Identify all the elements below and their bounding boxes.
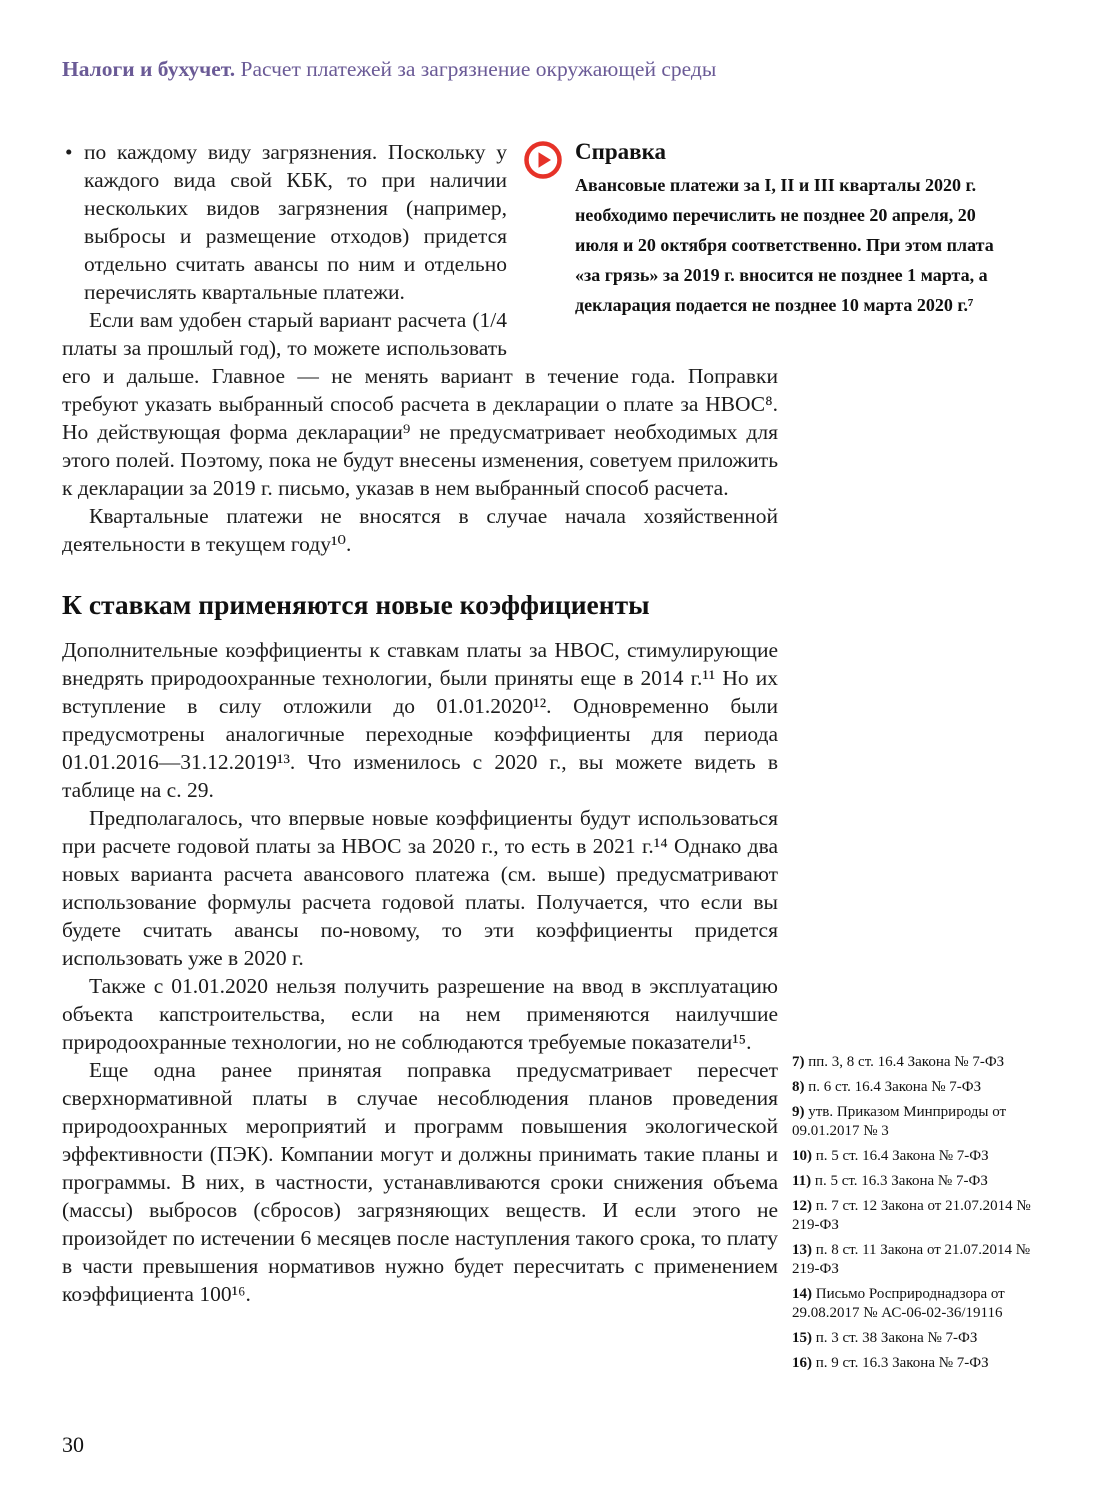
paragraph-quarterly: Квартальные платежи не вносятся в случае начала хозяйственной деятельности в текущем году¹⁰. <box>62 504 778 556</box>
paragraph-expected: Предполагалось, что впервые новые коэффициенты будут использоваться при расчете годовой платы за НВОС за 2020 г., то есть в 2021 г.¹⁴ Однако два новых варианта расчета авансового платежа (см. выше) предусматривают использование формулы расчета годовой платы. Получается, что если вы будете считать авансы по-новому, то эти коэффициенты придется использовать уже в 2020 г. <box>62 806 778 970</box>
footnote-item <box>792 1285 1050 1323</box>
spravka-title: Справка <box>575 139 666 164</box>
footnote-number: 12) <box>792 1198 812 1214</box>
footnote-number: 14) <box>792 1286 812 1302</box>
bullet-icon: • <box>65 140 73 164</box>
footnote-number: 16) <box>792 1355 812 1371</box>
page-number: 30 <box>62 1432 84 1457</box>
footnote-text: п. 3 ст. 38 Закона № 7-ФЗ <box>815 1330 978 1346</box>
footnote-text: п. 5 ст. 16.3 Закона № 7-ФЗ <box>814 1173 988 1189</box>
header-article-title: Расчет платежей за загрязнение окружающей среды <box>235 57 717 81</box>
footnote-text: п. 6 ст. 16.4 Закона № 7-ФЗ <box>808 1079 982 1095</box>
footnote-text: утв. Приказом Минприроды от 09.01.2017 № 3 <box>792 1104 1007 1139</box>
paragraph-old-variant: Если вам удобен старый вариант расчета (1/4 платы за прошлый год), то можете использовать его и дальше. Главное — не менять вариант в течение года. Поправки требуют указать выбранный способ расчета в декларации о плате за НВОС⁸. Но действующая форма декларации⁹ не предусматривает необходимых для этого полей. Поэтому, пока не будут внесены изменения, советуем приложить к декларации за 2019 г. письмо, указав в нем выбранный способ расчета. <box>62 308 778 500</box>
footnote-number: 15) <box>792 1330 812 1346</box>
footnote-number: 7) <box>792 1054 805 1070</box>
running-head <box>62 56 1062 82</box>
footnote-item <box>792 1329 1050 1348</box>
paragraph-also: Также с 01.01.2020 нельзя получить разрешение на ввод в эксплуатацию объекта капстроительства, если на нем применяются наилучшие природоохранные технологии, но не соблюдаются требуемые показатели¹⁵. <box>62 974 778 1054</box>
footnote-number: 11) <box>792 1173 812 1189</box>
footnote-item <box>792 1197 1050 1235</box>
footnote-number: 10) <box>792 1148 812 1164</box>
footnote-text: п. 5 ст. 16.4 Закона № 7-ФЗ <box>815 1148 989 1164</box>
section-heading: К ставкам применяются новые коэффициенты <box>62 589 650 620</box>
footnote-item <box>792 1172 1050 1191</box>
header-rubric: Налоги и бухучет. <box>62 57 236 81</box>
footnote-text: п. 7 ст. 12 Закона от 21.07.2014 № 219-ФЗ <box>792 1198 1031 1233</box>
footnote-text: п. 8 ст. 11 Закона от 21.07.2014 № 219-ФЗ <box>792 1242 1031 1277</box>
margin-footnotes <box>792 1053 1050 1379</box>
footnote-item <box>792 1078 1050 1097</box>
footnote-item <box>792 1241 1050 1279</box>
footnote-item <box>792 1103 1050 1141</box>
footnote-text: п. 9 ст. 16.3 Закона № 7-ФЗ <box>815 1355 989 1371</box>
footnote-number: 9) <box>792 1104 805 1120</box>
footnote-text: пп. 3, 8 ст. 16.4 Закона № 7-ФЗ <box>808 1054 1005 1070</box>
footnote-item <box>792 1053 1050 1072</box>
paragraph-one-more: Еще одна ранее принятая поправка предусматривает пересчет сверхнормативной платы в случае несоблюдения планов проведения природоохранных мероприятий и программ повышения экологической эффективности (ПЭК). Компании могут и должны принимать такие планы и программы. В них, в частности, устанавливаются сроки снижения объема (массы) выбросов (сбросов) загрязняющих веществ. И если этого не произойдет по истечении 6 месяцев после наступления такого срока, то плату в части превышения нормативов нужно будет пересчитать с применением коэффициента 100¹⁶. <box>62 1058 778 1306</box>
paragraph-coefficients: Дополнительные коэффициенты к ставкам платы за НВОС, стимулирующие внедрять природоохранные технологии, были приняты еще в 2014 г.¹¹ Но их вступление в силу отложили до 01.01.2020¹². Одновременно были предусмотрены аналогичные переходные коэффициенты для периода 01.01.2016—31.12.2019¹³. Что изменилось с 2020 г., вы можете видеть в таблице на с. 29. <box>62 638 778 802</box>
spravka-text: Авансовые платежи за I, II и III кварталы 2020 г. необходимо перечислить не позднее 20 апреля, 20 июля и 20 октября соответственно. При этом плата «за грязь» за 2019 г. вносится не позднее 1 марта, а декларация подается не позднее 10 марта 2020 г.⁷ <box>575 175 994 315</box>
footnote-text: Письмо Росприроднадзора от 29.08.2017 № АС-06-02-36/19116 <box>792 1286 1005 1321</box>
footnote-item <box>792 1354 1050 1373</box>
footnote-number: 13) <box>792 1242 812 1258</box>
footnote-number: 8) <box>792 1079 805 1095</box>
bullet-item-text: по каждому виду загрязнения. Поскольку у каждого вида свой КБК, то при наличии нескольких видов загрязнения (например, выбросы и размещение отходов) придется отдельно считать авансы по ним и отдельно перечислять квартальные платежи. <box>84 140 507 304</box>
bullet-item <box>62 138 778 306</box>
footnote-item <box>792 1147 1050 1166</box>
